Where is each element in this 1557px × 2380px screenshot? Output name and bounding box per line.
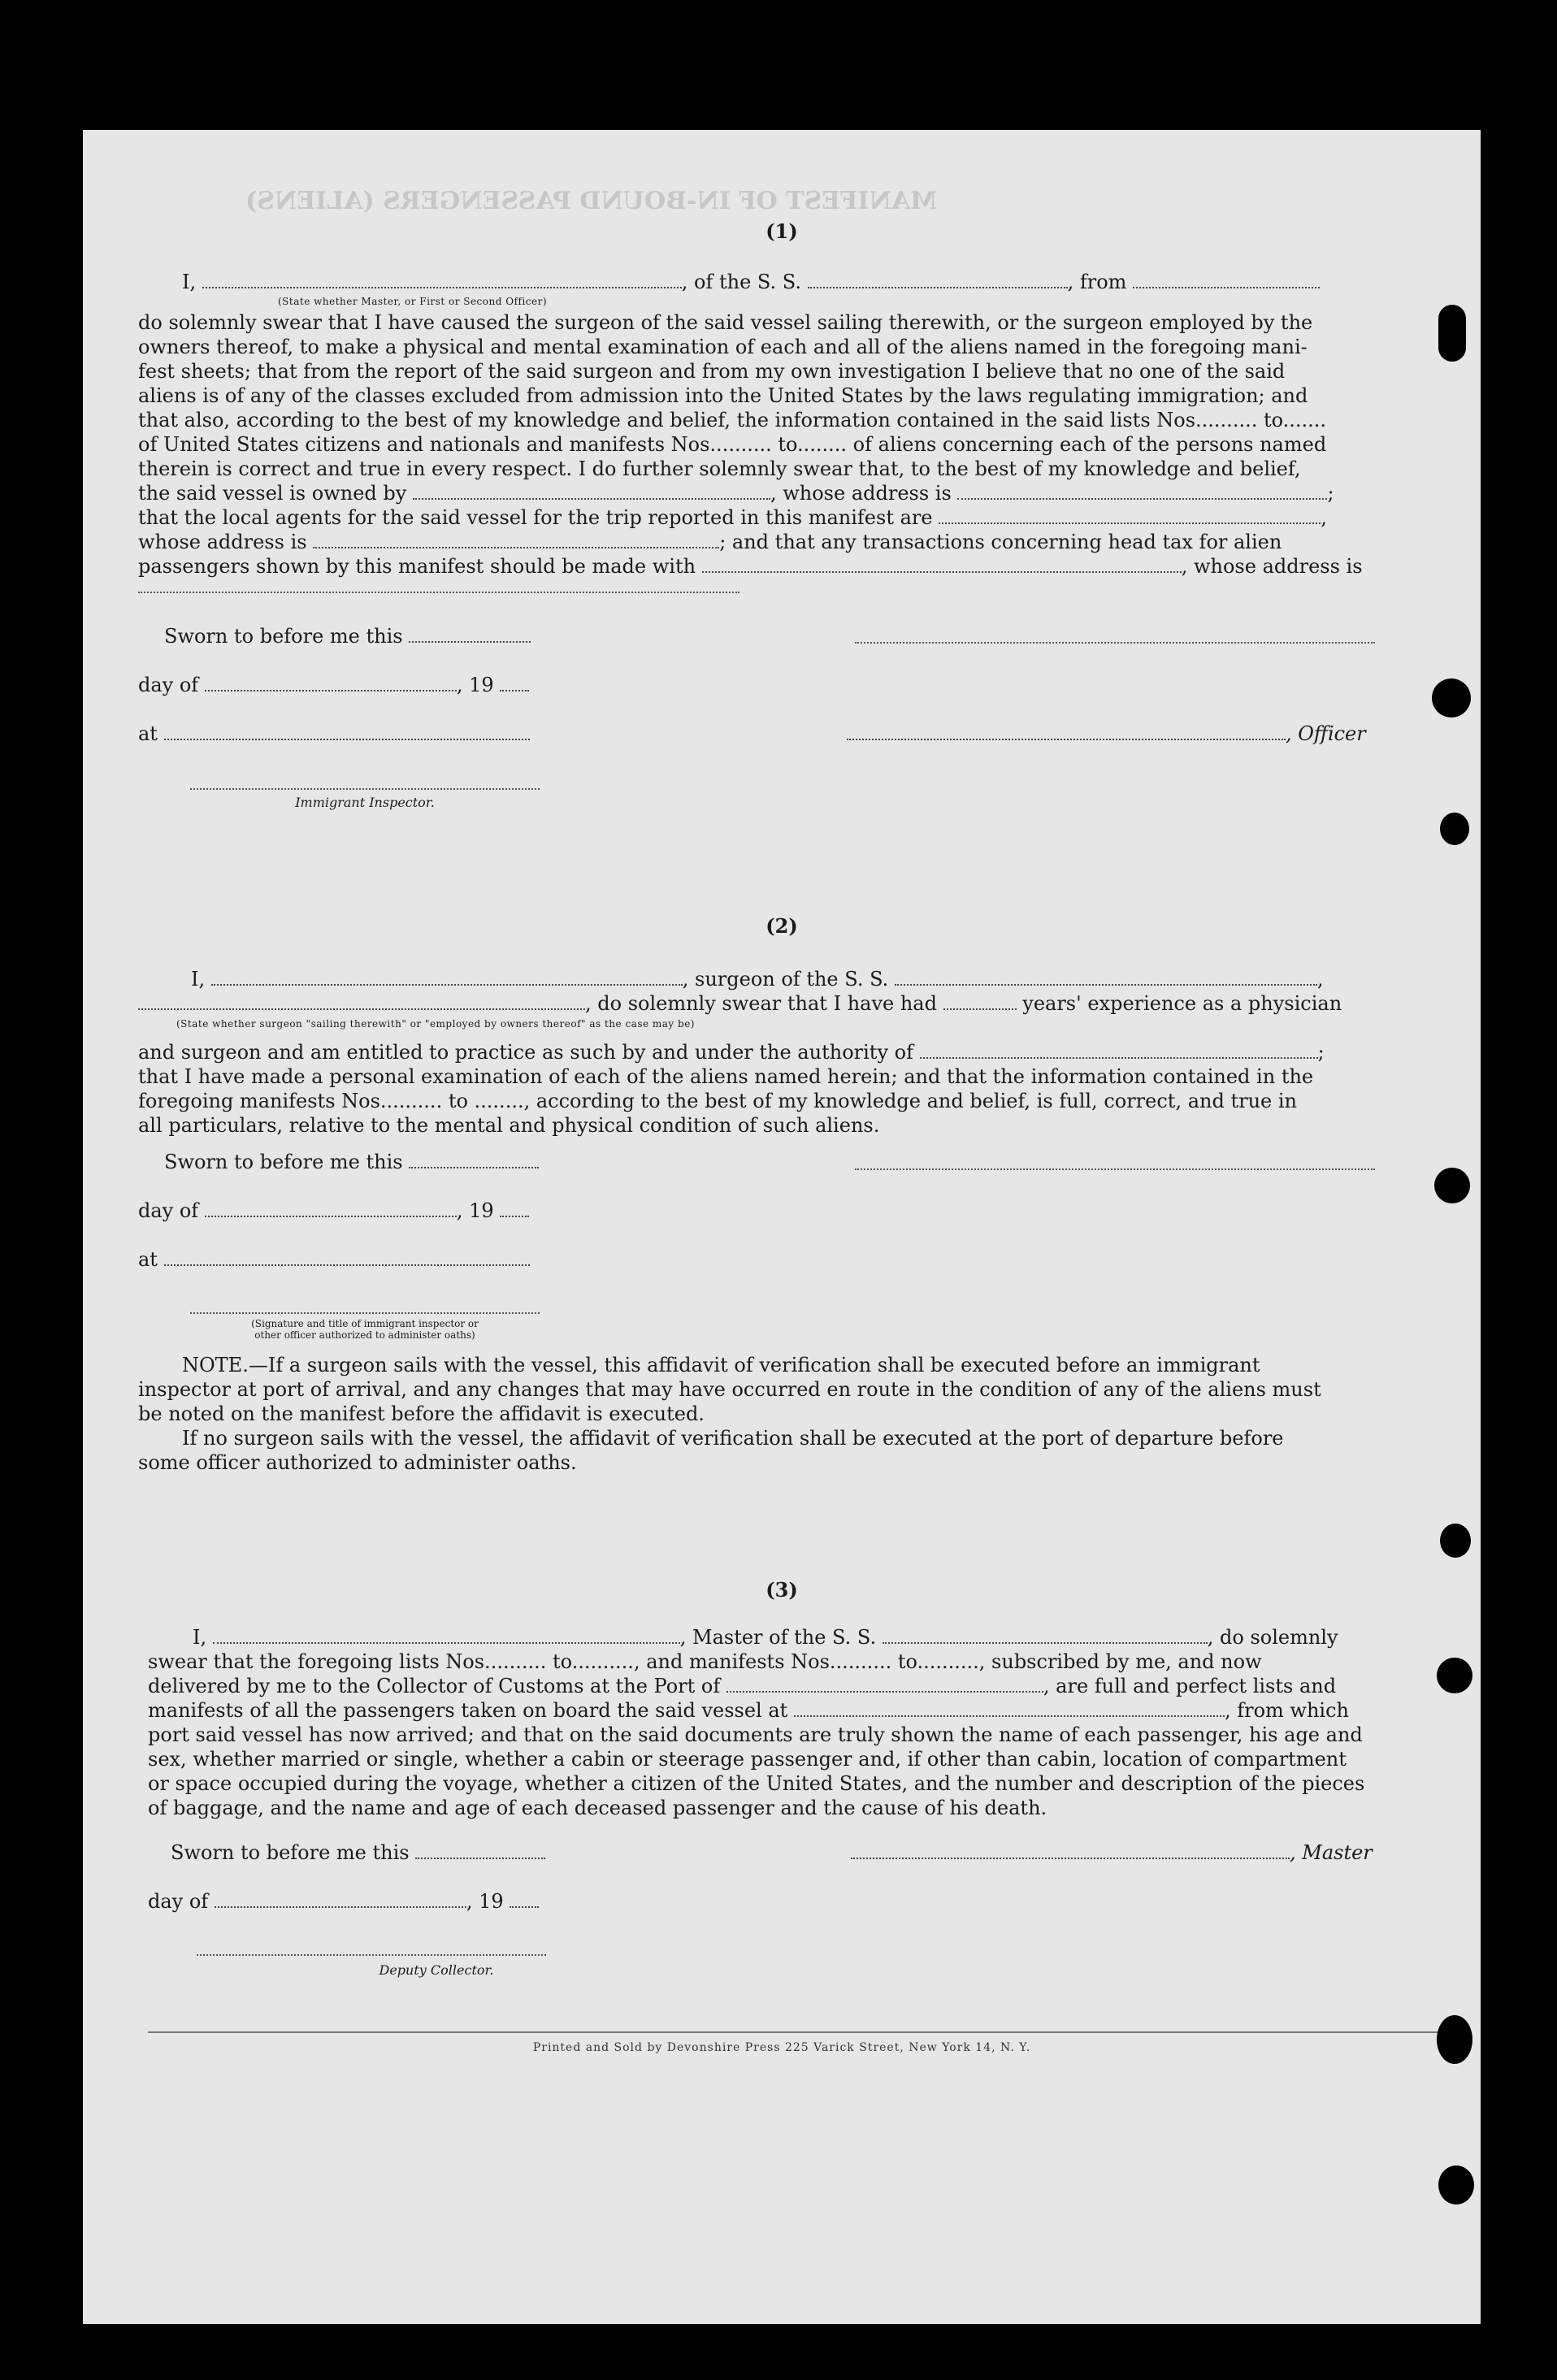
sec1-i-label: I, — [182, 271, 197, 293]
officer-label: , Officer — [1286, 722, 1366, 745]
sec1-sworn-line — [164, 624, 531, 648]
do-swear-label: , do solemnly swear that I have had — [585, 992, 937, 1015]
section-1-number: (1) — [765, 219, 798, 243]
binder-hole — [1434, 1168, 1470, 1203]
at-label: at — [138, 1248, 158, 1271]
sec2-inspector-signature-field — [190, 1312, 540, 1314]
binder-hole — [1440, 1524, 1471, 1558]
footer-rule — [148, 2031, 1448, 2033]
sec1-address-continuation-field — [138, 592, 739, 593]
document-page — [83, 130, 1481, 2324]
punctuation: , — [1321, 506, 1327, 529]
sec3-body-line: sex, whether married or single, whether a cabin or steerage passenger and, if other than cabin, location of compartment — [148, 1748, 1347, 1771]
sec1-passengers-line — [138, 554, 1363, 579]
printer-footer: Printed and Sold by Devonshire Press 225 Varick Street, New York 14, N. Y. — [532, 2041, 1031, 2054]
sec3-body-line: or space occupied during the voyage, whether a citizen of the United States, and the number and description of the pieces — [148, 1772, 1365, 1795]
sec1-body-line: aliens is of any of the classes excluded from admission into the United States by the laws regulating immigration; and — [138, 384, 1308, 407]
sec2-surgeon-name-field — [211, 969, 683, 986]
passengers-label: passengers shown by this manifest should be made with — [138, 555, 696, 578]
sec1-body-line: owners thereof, to make a physical and mental examination of each and all of the aliens named in the foregoing mani- — [138, 336, 1308, 358]
sec1-body-line: that also, according to the best of my knowledge and belief, the information contained in the said lists Nos.......... to....... — [138, 409, 1327, 431]
year-label: , 19 — [456, 674, 494, 696]
sec1-vessel-field — [808, 272, 1068, 288]
master-label: , Master — [1290, 1841, 1373, 1864]
sec3-master-line — [851, 1840, 1373, 1865]
sec3-day-line — [148, 1889, 539, 1914]
inspector-caption: Immigrant Inspector. — [295, 795, 435, 810]
head-tax-label: ; and that any transactions concerning head tax for alien — [719, 531, 1282, 553]
sec1-address-line — [138, 530, 1282, 554]
year-field — [510, 1892, 539, 1908]
sec2-body-line: foregoing manifests Nos.......... to ........, according to the best of my knowledge and belief, is full, correct, and true in — [138, 1090, 1297, 1112]
punctuation: ; — [1327, 482, 1334, 505]
sec3-i-label: I, — [193, 1626, 207, 1649]
caption-line: (Signature and title of immigrant inspector or — [251, 1318, 479, 1329]
years-exp-label: years' experience as a physician — [1022, 992, 1342, 1015]
sworn-label: Sworn to before me this — [171, 1841, 410, 1864]
binder-hole — [1437, 2015, 1472, 2064]
sec1-line1-note: (State whether Master, or First or Second Officer) — [278, 296, 548, 307]
binder-hole — [1432, 678, 1471, 717]
note-line: inspector at port of arrival, and any changes that may have occurred en route in the condition of any of the aliens must — [138, 1378, 1321, 1401]
binder-hole — [1438, 2165, 1474, 2204]
sec1-officer-name-field — [202, 272, 682, 288]
sec3-master-name-field — [213, 1628, 680, 1644]
year-label: , 19 — [466, 1890, 504, 1913]
surgeon-of-ss-label: , surgeon of the S. S. — [682, 968, 889, 991]
sworn-label: Sworn to before me this — [164, 625, 403, 648]
sec1-body — [138, 310, 1448, 481]
sworn-day-field — [409, 626, 531, 643]
manifests-label: manifests of all the passengers taken on board the said vessel at — [148, 1699, 788, 1722]
years-field — [943, 994, 1017, 1010]
binder-hole — [1438, 305, 1466, 362]
day-of-field — [215, 1892, 466, 1908]
authority-field — [920, 1043, 1318, 1059]
at-label: at — [138, 722, 158, 745]
sec2-surgeon-signature-field — [855, 1168, 1375, 1170]
punctuation: , — [1316, 968, 1324, 991]
master-of-ss-label: , Master of the S. S. — [679, 1626, 877, 1649]
punctuation: ; — [1317, 1041, 1325, 1064]
sec1-agents-line — [138, 505, 1327, 530]
section-3-number: (3) — [765, 1578, 798, 1602]
inspector-signature-field — [190, 788, 540, 790]
note-line: NOTE.—If a surgeon sails with the vessel, this affidavit of verification shall be executed before an immigrant — [182, 1354, 1260, 1376]
day-of-field — [205, 675, 457, 691]
sec3-body — [148, 1723, 1448, 1820]
owned-by-label: the said vessel is owned by — [138, 482, 407, 505]
sec1-from-label: , from — [1067, 271, 1127, 293]
sec2-i-label: I, — [191, 968, 206, 991]
sec3-sworn-line — [171, 1840, 545, 1865]
sec2-signature-caption — [190, 1318, 540, 1341]
sec3-body-line: of baggage, and the name and age of each deceased passenger and the cause of his death. — [148, 1797, 1047, 1819]
sec2-body-line: all particulars, relative to the mental and physical condition of such aliens. — [138, 1114, 880, 1137]
sec1-owned-by-line — [138, 481, 1334, 505]
year-field — [500, 675, 529, 691]
bleed-through-title: MANIFEST OF IN-BOUND PASSENGERS (ALIENS) — [245, 187, 938, 215]
sec2-line1 — [191, 967, 1324, 991]
sec1-from-field — [1133, 272, 1320, 288]
day-of-label: day of — [138, 674, 199, 696]
officer-signature-field — [847, 724, 1286, 740]
sec1-body-line: therein is correct and true in every respect. I do further solemnly swear that, to the best of my knowledge and belief, — [138, 457, 1301, 480]
sec2-sworn-line — [164, 1150, 539, 1174]
agents-field — [939, 508, 1321, 524]
owner-field — [413, 483, 770, 500]
do-solemnly-label: , do solemnly — [1207, 1626, 1338, 1649]
sec1-officer-line — [847, 722, 1366, 746]
sec2-body — [138, 1064, 1448, 1138]
agents-label: that the local agents for the said vessel for the trip reported in this manifest are — [138, 506, 933, 529]
caption-line: other officer authorized to administer oaths) — [254, 1329, 475, 1341]
authority-label: and surgeon and am entitled to practice as such by and under the authority of — [138, 1041, 913, 1064]
at-field — [164, 724, 530, 740]
sec2-authority-line — [138, 1040, 1325, 1064]
sec3-line1 — [193, 1625, 1338, 1650]
sec1-body-line: of United States citizens and nationals and manifests Nos.......... to........ of aliens concerning each of the persons named — [138, 433, 1327, 456]
at-field — [164, 1250, 530, 1266]
sec3-delivered-line — [148, 1674, 1336, 1698]
agents-address-field — [313, 532, 719, 548]
sec1-body-line: do solemnly swear that I have caused the surgeon of the said vessel sailing therewith, or the surgeon employed by the — [138, 311, 1313, 334]
sec2-at-line — [138, 1247, 530, 1272]
sworn-day-field — [415, 1843, 545, 1859]
day-of-label: day of — [148, 1890, 209, 1913]
whose-address-label-2: whose address is — [138, 531, 307, 553]
sec1-body-line: fest sheets; that from the report of the said surgeon and from my own investigation I believe that no one of the said — [138, 360, 1286, 383]
delivered-label: delivered by me to the Collector of Customs at the Port of — [148, 1675, 721, 1697]
sec2-line2-note: (State whether surgeon "sailing therewith" or "employed by owners thereof" as the case may be) — [176, 1018, 695, 1030]
day-of-label: day of — [138, 1199, 199, 1222]
sec3-manifests-line — [148, 1698, 1349, 1723]
whose-address-label-3: , whose address is — [1181, 555, 1363, 578]
sec2-surgeon-type-field — [138, 994, 585, 1010]
note-line: be noted on the manifest before the affidavit is executed. — [138, 1402, 705, 1425]
boarding-port-field — [794, 1701, 1225, 1717]
sec2-body-line: that I have made a personal examination of each of the aliens named herein; and that the information contained in the — [138, 1065, 1314, 1088]
sworn-label: Sworn to before me this — [164, 1151, 403, 1173]
port-field — [726, 1676, 1043, 1693]
note-line: some officer authorized to administer oaths. — [138, 1451, 577, 1474]
sec2-vessel-field — [895, 969, 1317, 986]
sec2-note — [138, 1353, 1448, 1475]
year-field — [500, 1201, 529, 1217]
sec3-body-line: port said vessel has now arrived; and that on the said documents are truly shown the name of each passenger, his age and — [148, 1723, 1363, 1746]
master-signature-field — [851, 1843, 1290, 1859]
head-tax-agent-field — [702, 557, 1182, 573]
year-label: , 19 — [456, 1199, 494, 1222]
collector-signature-field — [197, 1954, 546, 1956]
binder-hole — [1437, 1658, 1472, 1693]
sec3-vessel-field — [883, 1628, 1208, 1644]
sec1-at-line — [138, 722, 530, 746]
binder-hole — [1440, 813, 1469, 845]
section-2-number: (2) — [765, 914, 798, 938]
sec1-master-signature-field — [855, 642, 1375, 644]
sec1-day-line — [138, 673, 529, 697]
note-line: If no surgeon sails with the vessel, the affidavit of verification shall be executed at the port of departure before — [182, 1427, 1284, 1450]
collector-caption: Deputy Collector. — [379, 1962, 494, 1978]
sec1-of-ss-label: , of the S. S. — [681, 271, 801, 293]
are-full-label: , are full and perfect lists and — [1043, 1675, 1337, 1697]
sec2-day-line — [138, 1199, 529, 1223]
owner-address-field — [957, 483, 1327, 500]
from-which-label: , from which — [1224, 1699, 1349, 1722]
whose-address-label: , whose address is — [770, 482, 952, 505]
day-of-field — [205, 1201, 457, 1217]
sec3-swear-lists: swear that the foregoing lists Nos.......... to.........., and manifests Nos.......... to.........., subscribed by me, and now — [148, 1650, 1262, 1673]
sworn-day-field — [409, 1152, 539, 1168]
